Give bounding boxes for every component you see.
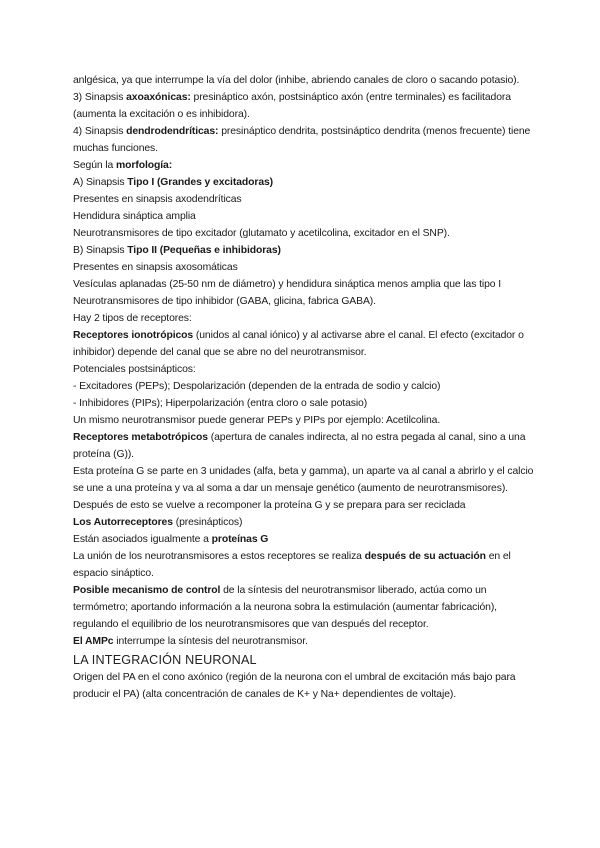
text-run: anlgésica, ya que interrumpe la vía del dolor (inhibe, abriendo canales de cloro o sacando potasio). xyxy=(73,75,520,86)
section-heading: LA INTEGRACIÓN NEURONAL xyxy=(73,653,257,667)
paragraph xyxy=(73,174,535,191)
text-run: de la síntesis del neurotransmisor liberado, actúa como un termómetro; aportando información a la neurona sobra la estimulación (aumentar fabricación), regulando el equilibrio de los neurotransmisores que van después del receptor. xyxy=(73,585,497,630)
paragraph xyxy=(73,395,535,412)
bold-term: Los Autorreceptores xyxy=(73,517,173,528)
text-run: (apertura de canales indirecta, al no estra pegada al canal, sino a una proteína (G)). xyxy=(73,432,526,460)
paragraph xyxy=(73,225,535,242)
text-run: (unidos al canal iónico) y al activarse abre el canal. El efecto (excitador o inhibidor) depende del canal que se abre no del neurotransmisor. xyxy=(73,330,524,358)
text-run: en el espacio sináptico. xyxy=(73,551,511,579)
paragraph xyxy=(73,293,535,310)
bold-term: Receptores ionotrópicos xyxy=(73,330,194,341)
text-run: Según la xyxy=(73,160,117,171)
paragraph xyxy=(73,123,535,157)
paragraph xyxy=(73,412,535,429)
text-run: Esta proteína G se parte en 3 unidades (alfa, beta y gamma), un aparte va al canal a abrirlo y el calcio se une a una proteína y va al soma a dar un mensaje genético (aumento de neurotransmisores). Después de esto se vuelve a recomponer la proteína G y se prepara para ser reciclada xyxy=(73,466,534,511)
paragraph xyxy=(73,327,535,361)
text-run: Hendidura sináptica amplia xyxy=(73,211,196,222)
text-run: Presentes en sinapsis axosomáticas xyxy=(73,262,238,273)
text-run: presináptico axón, postsináptico axón (entre terminales) es facilitadora (aumenta la excitación o es inhibidora). xyxy=(73,92,511,120)
text-run: Vesículas aplanadas (25-50 nm de diámetro) y hendidura sináptica menos amplia que las tipo I xyxy=(73,279,502,290)
bold-term: dendrodendríticas: xyxy=(126,126,219,137)
text-run: - Inhibidores (PIPs); Hiperpolarización (entra cloro o sale potasio) xyxy=(73,398,368,409)
text-run: (presinápticos) xyxy=(172,517,243,528)
paragraph xyxy=(73,157,535,174)
paragraph xyxy=(73,191,535,208)
paragraph xyxy=(73,208,535,225)
bold-term: Tipo I (Grandes y excitadoras) xyxy=(127,177,274,188)
bold-term: axoaxónicas: xyxy=(126,92,191,103)
paragraph xyxy=(73,361,535,378)
paragraph xyxy=(73,72,535,89)
final-paragraph: Origen del PA en el cono axónico (región de la neurona con el umbral de excitación más bajo para producir el PA) (alta concentración de canales de K+ y Na+ dependientes de voltaje). xyxy=(73,672,516,700)
paragraph xyxy=(73,89,535,123)
bold-term: El AMPc xyxy=(73,636,114,647)
text-run: Un mismo neurotransmisor puede generar PEPs y PIPs por ejemplo: Acetilcolina. xyxy=(73,415,441,426)
text-run: La unión de los neurotransmisores a estos receptores se realiza xyxy=(73,551,365,562)
text-run: Están asociados igualmente a xyxy=(73,534,212,545)
paragraph xyxy=(73,378,535,395)
bold-term: Posible mecanismo de control xyxy=(73,585,221,596)
text-run: Presentes en sinapsis axodendríticas xyxy=(73,194,242,205)
text-run: Potenciales postsinápticos: xyxy=(73,364,196,375)
bold-term: proteínas G xyxy=(211,534,269,545)
paragraph xyxy=(73,582,535,633)
bold-term: morfología: xyxy=(116,160,173,171)
paragraph xyxy=(73,259,535,276)
text-run: 3) Sinapsis xyxy=(73,92,127,103)
paragraph xyxy=(73,633,535,650)
text-run: presináptico dendrita, postsináptico dendrita (menos frecuente) tiene muchas funciones. xyxy=(73,126,531,154)
text-run: - Excitadores (PEPs); Despolarización (dependen de la entrada de sodio y calcio) xyxy=(73,381,441,392)
paragraph xyxy=(73,242,535,259)
text-run: Neurotransmisores de tipo excitador (glutamato y acetilcolina, excitador en el SNP). xyxy=(73,228,450,239)
paragraph xyxy=(73,463,535,514)
paragraph xyxy=(73,276,535,293)
text-run: Hay 2 tipos de receptores: xyxy=(73,313,192,324)
paragraph xyxy=(73,310,535,327)
text-run: Neurotransmisores de tipo inhibidor (GABA, glicina, fabrica GABA). xyxy=(73,296,376,307)
text-run: interrumpe la síntesis del neurotransmisor. xyxy=(113,636,308,647)
bold-term: después de su actuación xyxy=(364,551,486,562)
bold-term: Receptores metabotrópicos xyxy=(73,432,208,443)
text-run: 4) Sinapsis xyxy=(73,126,127,137)
paragraph xyxy=(73,531,535,548)
text-run: A) Sinapsis xyxy=(73,177,128,188)
text-run: B) Sinapsis xyxy=(73,245,128,256)
paragraph xyxy=(73,548,535,582)
paragraph-list xyxy=(73,72,535,650)
paragraph xyxy=(73,429,535,463)
bold-term: Tipo II (Pequeñas e inhibidoras) xyxy=(127,245,281,256)
document-body xyxy=(73,72,535,703)
paragraph xyxy=(73,514,535,531)
